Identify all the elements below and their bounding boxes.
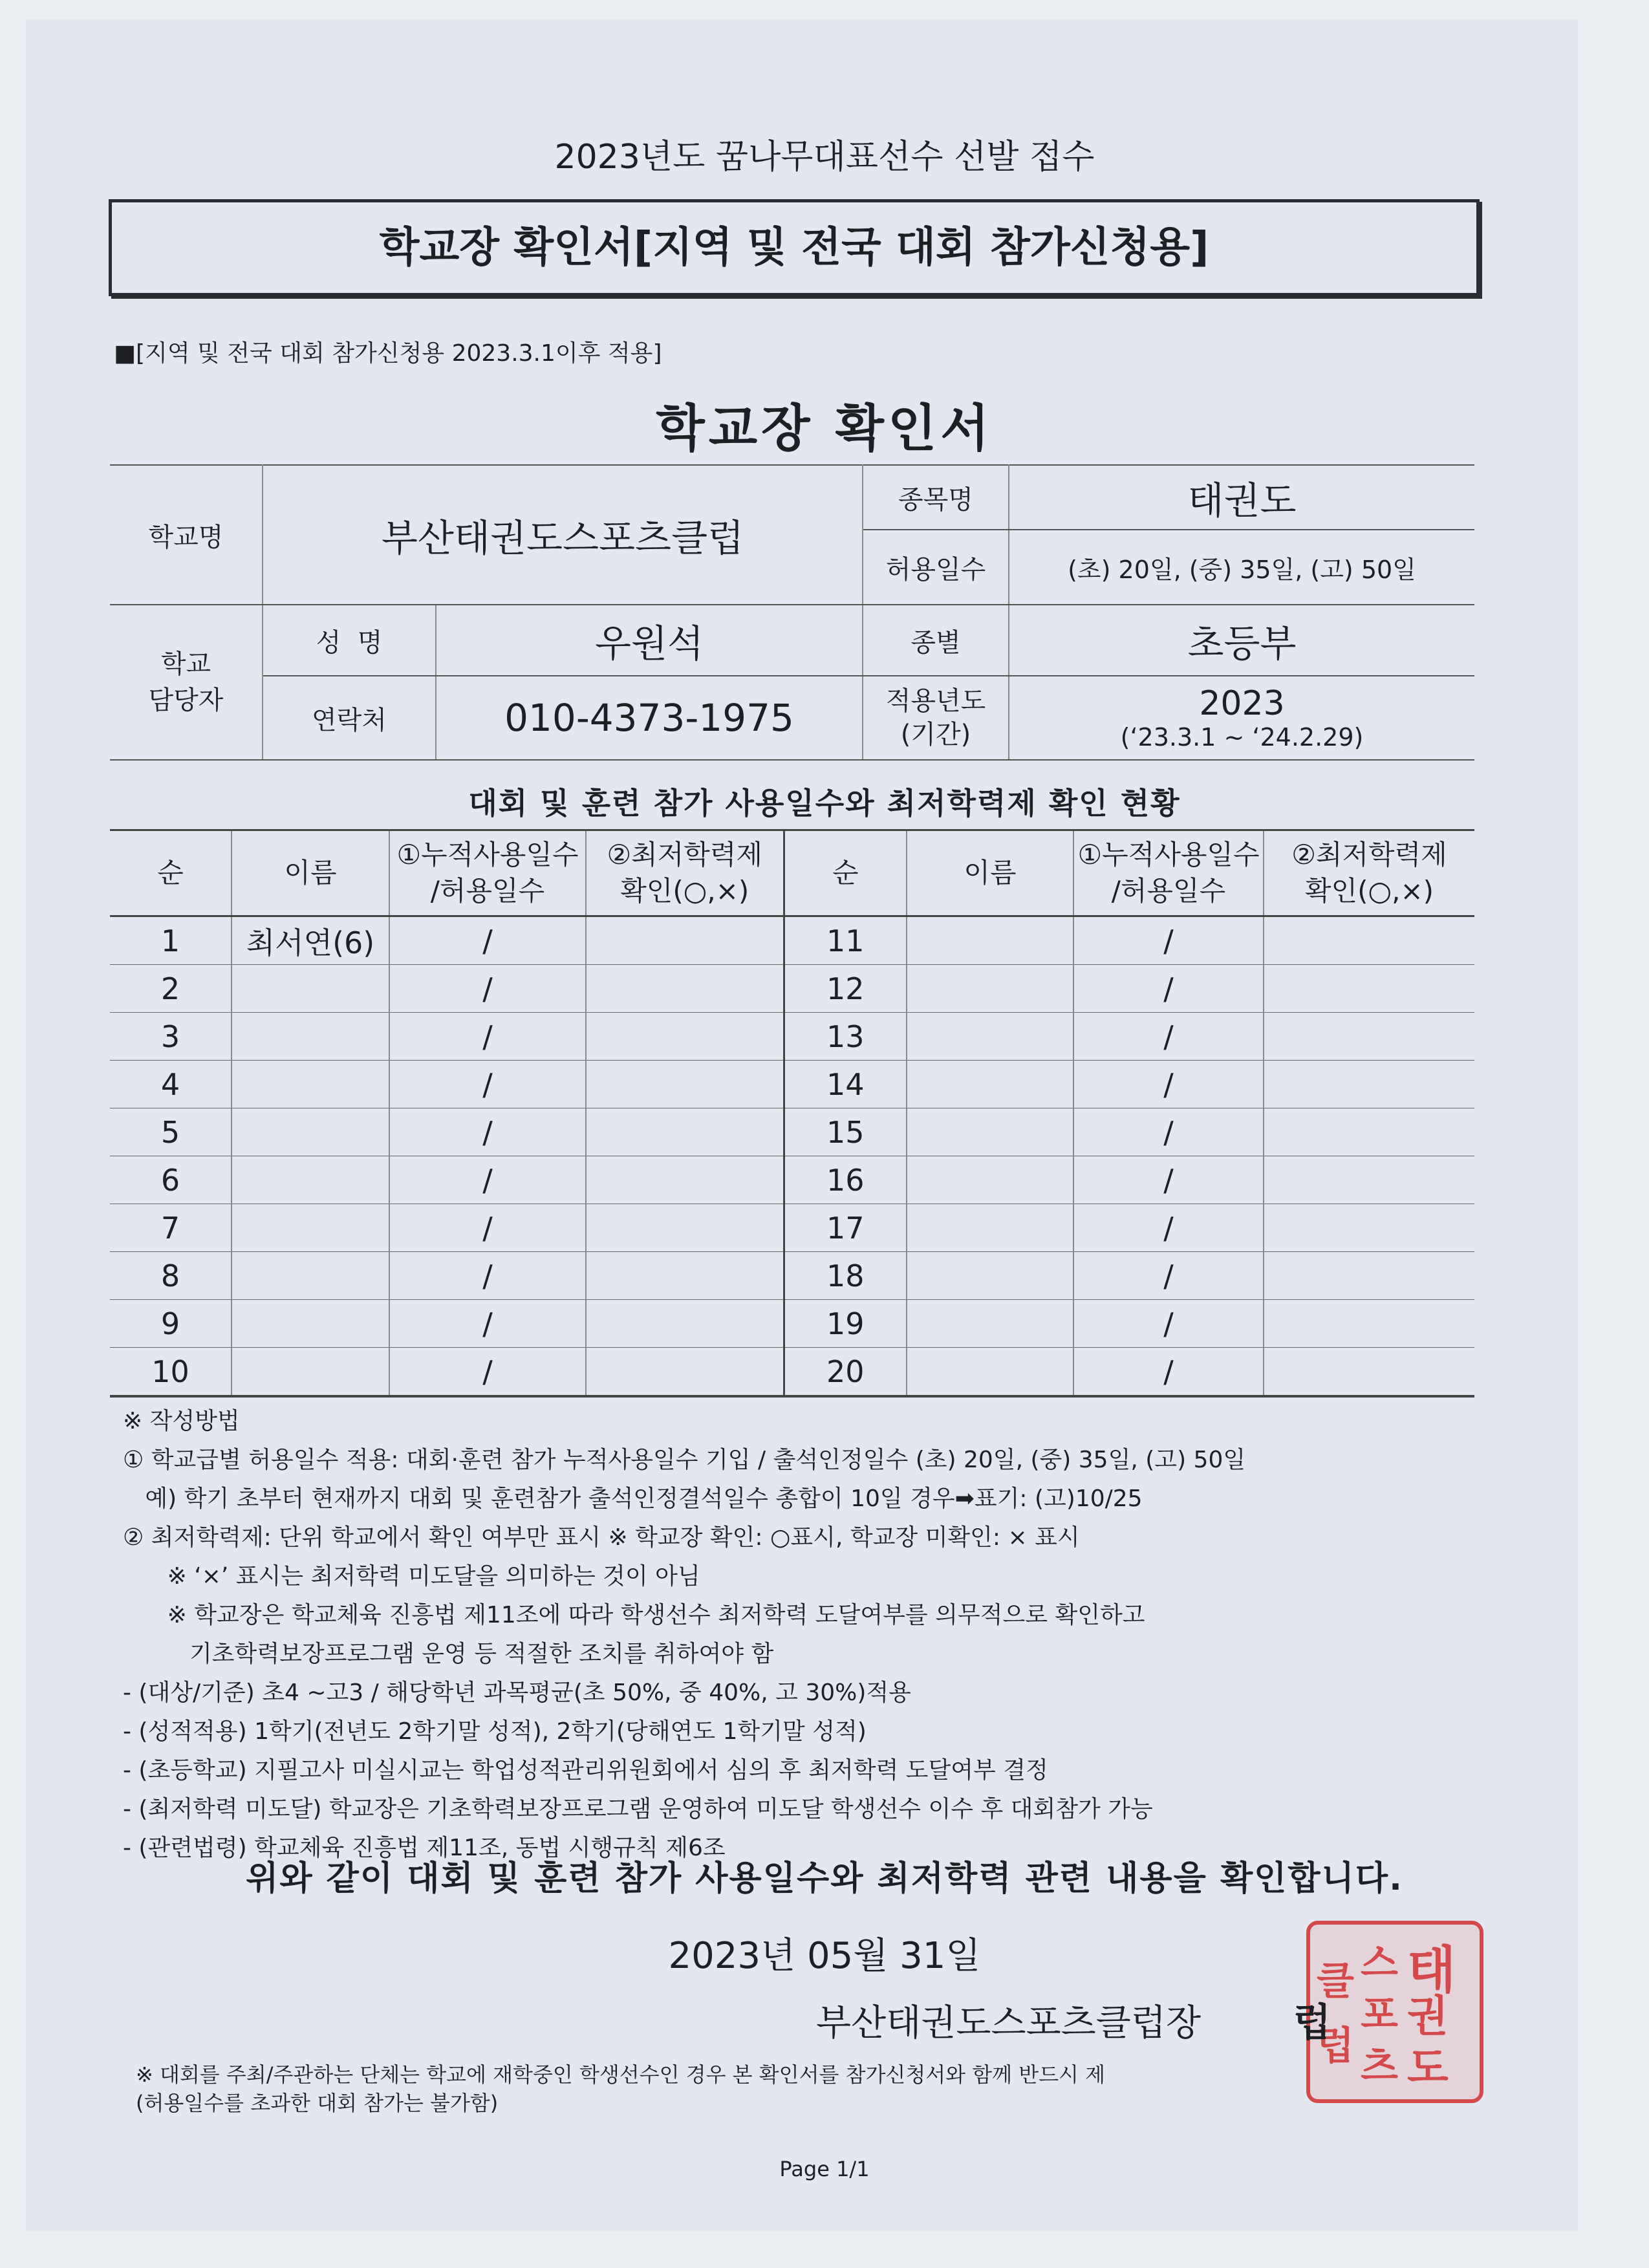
seal-char: 태 bbox=[1407, 1941, 1456, 2000]
row-check bbox=[586, 1252, 784, 1300]
table-row bbox=[110, 1108, 1474, 1156]
row-number-right: 19 bbox=[784, 1300, 907, 1348]
school-label: 학교명 bbox=[110, 465, 263, 605]
category-label: 종별 bbox=[863, 605, 1009, 676]
period-value: (‘23.3.1 ~ ‘24.2.29) bbox=[1120, 723, 1364, 751]
seal-char: 스 bbox=[1361, 1941, 1398, 1986]
row-days: / bbox=[389, 916, 586, 965]
row-number: 7 bbox=[110, 1204, 232, 1252]
row-check-right bbox=[1264, 1013, 1474, 1061]
footnote-line: (허용일수를 초과한 대회 참가는 불가함) bbox=[136, 2091, 499, 2115]
page-number: Page 1/1 bbox=[779, 2157, 870, 2181]
school-value: 부산태권도스포츠클럽 bbox=[263, 465, 863, 605]
instruction-line: - (최저학력 미도달) 학교장은 기초학력보장프로그램 운영하여 미도달 학생선수 이수 후 대회참가 가능 bbox=[123, 1796, 1153, 1822]
row-number: 3 bbox=[110, 1013, 232, 1061]
row-days: / bbox=[389, 1013, 586, 1061]
row-name-right bbox=[907, 1061, 1073, 1108]
seal-char: 클 bbox=[1317, 1959, 1354, 2004]
seal-char: 포 bbox=[1361, 1993, 1398, 2038]
seal-stamp bbox=[1306, 1921, 1483, 2103]
seal-char: 츠 bbox=[1361, 2044, 1398, 2090]
row-check bbox=[586, 1108, 784, 1156]
row-name bbox=[232, 1300, 389, 1348]
row-name bbox=[232, 1156, 389, 1204]
row-number: 1 bbox=[110, 916, 232, 965]
row-name-right bbox=[907, 1013, 1073, 1061]
usage-table bbox=[110, 829, 1474, 1398]
row-days: / bbox=[389, 1061, 586, 1108]
instruction-line: ① 학교급별 허용일수 적용: 대회·훈련 참가 누적사용일수 기입 / 출석인정일수 (초) 20일, (중) 35일, (고) 50일 bbox=[123, 1447, 1246, 1473]
header-name: 이름 bbox=[232, 830, 389, 916]
table-row bbox=[110, 965, 1474, 1013]
header-seq: 순 bbox=[110, 830, 232, 916]
row-days: / bbox=[389, 1204, 586, 1252]
row-check-right bbox=[1264, 916, 1474, 965]
row-days: / bbox=[389, 1300, 586, 1348]
row-days-right: / bbox=[1073, 1204, 1264, 1252]
header-check: ②최저학력제 확인(○,×) bbox=[586, 830, 784, 916]
year-label: 적용년도 (기간) bbox=[863, 676, 1009, 760]
name-value: 우원석 bbox=[436, 605, 863, 676]
row-number-right: 12 bbox=[784, 965, 907, 1013]
row-name-right bbox=[907, 916, 1073, 965]
row-check-right bbox=[1264, 1061, 1474, 1108]
row-number-right: 18 bbox=[784, 1252, 907, 1300]
table-row bbox=[110, 1300, 1474, 1348]
table-header-row bbox=[110, 830, 1474, 916]
row-days-right: / bbox=[1073, 916, 1264, 965]
instruction-line: ② 최저학력제: 단위 학교에서 확인 여부만 표시 ※ 학교장 확인: ○표시, 학교장 미확인: × 표시 bbox=[123, 1524, 1080, 1551]
row-check-right bbox=[1264, 965, 1474, 1013]
event-label: 종목명 bbox=[863, 465, 1009, 530]
row-check-right bbox=[1264, 1300, 1474, 1348]
row-days: / bbox=[389, 965, 586, 1013]
row-name-right bbox=[907, 1108, 1073, 1156]
header-name-right: 이름 bbox=[907, 830, 1073, 916]
row-name-right bbox=[907, 965, 1073, 1013]
row-days: / bbox=[389, 1108, 586, 1156]
row-check bbox=[586, 916, 784, 965]
header-check-right: ②최저학력제 확인(○,×) bbox=[1264, 830, 1474, 916]
table-row bbox=[110, 1252, 1474, 1300]
row-name bbox=[232, 1348, 389, 1397]
row-days: / bbox=[389, 1252, 586, 1300]
seal-char: 도 bbox=[1407, 2043, 1449, 2093]
row-days-right: / bbox=[1073, 1156, 1264, 1204]
row-days-right: / bbox=[1073, 965, 1264, 1013]
row-name bbox=[232, 1013, 389, 1061]
table-row bbox=[110, 1156, 1474, 1204]
manager-label: 학교 담당자 bbox=[110, 605, 263, 760]
table-body bbox=[110, 916, 1474, 1397]
row-check bbox=[586, 1156, 784, 1204]
sub-note: ■[지역 및 전국 대회 참가신청용 2023.3.1이후 적용] bbox=[114, 340, 662, 367]
row-name-right bbox=[907, 1348, 1073, 1397]
allowed-days-value: (초) 20일, (중) 35일, (고) 50일 bbox=[1009, 530, 1474, 605]
row-number: 10 bbox=[110, 1348, 232, 1397]
row-number-right: 20 bbox=[784, 1348, 907, 1397]
row-number-right: 14 bbox=[784, 1061, 907, 1108]
contact-label: 연락처 bbox=[263, 676, 436, 760]
row-check bbox=[586, 965, 784, 1013]
year-value: 2023 bbox=[1199, 684, 1285, 723]
table-row bbox=[110, 1348, 1474, 1397]
row-check-right bbox=[1264, 1156, 1474, 1204]
event-value: 태권도 bbox=[1009, 465, 1474, 530]
row-number: 8 bbox=[110, 1252, 232, 1300]
header-line: 2023년도 꿈나무대표선수 선발 접수 bbox=[554, 138, 1095, 177]
title-box: 학교장 확인서[지역 및 전국 대회 참가신청용] bbox=[109, 199, 1480, 296]
row-name-right bbox=[907, 1252, 1073, 1300]
table-row bbox=[110, 1204, 1474, 1252]
date: 2023년 05월 31일 bbox=[668, 1935, 981, 1977]
table-row bbox=[110, 1061, 1474, 1108]
footnote bbox=[136, 2060, 1105, 2117]
header-seq-right: 순 bbox=[784, 830, 907, 916]
instruction-line: ※ 작성방법 bbox=[123, 1408, 240, 1434]
row-check-right bbox=[1264, 1252, 1474, 1300]
row-days: / bbox=[389, 1348, 586, 1397]
confirmation-text: 위와 같이 대회 및 훈련 참가 사용일수와 최저학력 관련 내용을 확인합니다. bbox=[246, 1859, 1403, 1898]
row-days-right: / bbox=[1073, 1252, 1264, 1300]
row-check-right bbox=[1264, 1108, 1474, 1156]
footnote-line: ※ 대회를 주최/주관하는 단체는 학교에 재학중인 학생선수인 경우 본 확인서를 참가신청서와 함께 반드시 제 bbox=[136, 2062, 1106, 2087]
table-row bbox=[110, 916, 1474, 965]
row-number: 4 bbox=[110, 1061, 232, 1108]
row-check bbox=[586, 1061, 784, 1108]
row-days-right: / bbox=[1073, 1061, 1264, 1108]
instructions bbox=[123, 1402, 1481, 1868]
row-number: 6 bbox=[110, 1156, 232, 1204]
seal-overlay-text: 럽 bbox=[1293, 2000, 1331, 2046]
row-days-right: / bbox=[1073, 1348, 1264, 1397]
contact-value: 010-4373-1975 bbox=[436, 676, 863, 760]
row-name-right bbox=[907, 1300, 1073, 1348]
row-name: 최서연(6) bbox=[232, 916, 389, 965]
table-row bbox=[110, 1013, 1474, 1061]
category-value: 초등부 bbox=[1009, 605, 1474, 676]
allowed-days-label: 허용일수 bbox=[863, 530, 1009, 605]
row-check bbox=[586, 1300, 784, 1348]
main-title: 학교장 확인서 bbox=[656, 400, 993, 458]
name-label: 성 명 bbox=[263, 605, 436, 676]
row-name-right bbox=[907, 1204, 1073, 1252]
row-number-right: 16 bbox=[784, 1156, 907, 1204]
row-number-right: 17 bbox=[784, 1204, 907, 1252]
signer: 부산태권도스포츠클럽장 bbox=[816, 2002, 1202, 2044]
instruction-line: 예) 학기 초부터 현재까지 대회 및 훈련참가 출석인정결석일수 총합이 10일 경우➡표기: (고)10/25 bbox=[123, 1485, 1143, 1512]
instruction-line: 기초학력보장프로그램 운영 등 적절한 조치를 취하여야 함 bbox=[123, 1641, 774, 1667]
row-name bbox=[232, 1204, 389, 1252]
seal-char: 권 bbox=[1407, 1991, 1449, 2041]
row-name bbox=[232, 1108, 389, 1156]
row-check-right bbox=[1264, 1204, 1474, 1252]
row-number: 2 bbox=[110, 965, 232, 1013]
instruction-line: ※ 학교장은 학교체육 진흥법 제11조에 따라 학생선수 최저학력 도달여부를 의무적으로 확인하고 bbox=[123, 1602, 1145, 1628]
seal-char: 럽 bbox=[1317, 2024, 1354, 2069]
row-name bbox=[232, 1252, 389, 1300]
row-check-right bbox=[1264, 1348, 1474, 1397]
row-number: 9 bbox=[110, 1300, 232, 1348]
year-cell bbox=[1009, 676, 1474, 760]
row-days-right: / bbox=[1073, 1013, 1264, 1061]
row-check bbox=[586, 1013, 784, 1061]
row-check bbox=[586, 1348, 784, 1397]
instruction-line: - (성적적용) 1학기(전년도 2학기말 성적), 2학기(당해연도 1학기말 성적) bbox=[123, 1718, 867, 1745]
instruction-line: - (관련법령) 학교체육 진흥법 제11조, 동법 시행규칙 제6조 bbox=[123, 1835, 726, 1861]
instruction-line: - (초등학교) 지필고사 미실시교는 학업성적관리위원회에서 심의 후 최저학력 도달여부 결정 bbox=[123, 1757, 1048, 1784]
header-days-right: ①누적사용일수 /허용일수 bbox=[1073, 830, 1264, 916]
instruction-line: - (대상/기준) 초4 ~고3 / 해당학년 과목평균(초 50%, 중 40%, 고 30%)적용 bbox=[123, 1679, 911, 1706]
row-name bbox=[232, 965, 389, 1013]
row-number: 5 bbox=[110, 1108, 232, 1156]
table-title: 대회 및 훈련 참가 사용일수와 최저학력제 확인 현황 bbox=[468, 786, 1181, 821]
row-number-right: 15 bbox=[784, 1108, 907, 1156]
row-check bbox=[586, 1204, 784, 1252]
row-name bbox=[232, 1061, 389, 1108]
row-name-right bbox=[907, 1156, 1073, 1204]
row-number-right: 13 bbox=[784, 1013, 907, 1061]
info-table bbox=[110, 464, 1474, 761]
row-number-right: 11 bbox=[784, 916, 907, 965]
header-days: ①누적사용일수 /허용일수 bbox=[389, 830, 586, 916]
row-days-right: / bbox=[1073, 1108, 1264, 1156]
row-days: / bbox=[389, 1156, 586, 1204]
row-days-right: / bbox=[1073, 1300, 1264, 1348]
instruction-line: ※ ‘×’ 표시는 최저학력 미도달을 의미하는 것이 아님 bbox=[123, 1563, 700, 1590]
